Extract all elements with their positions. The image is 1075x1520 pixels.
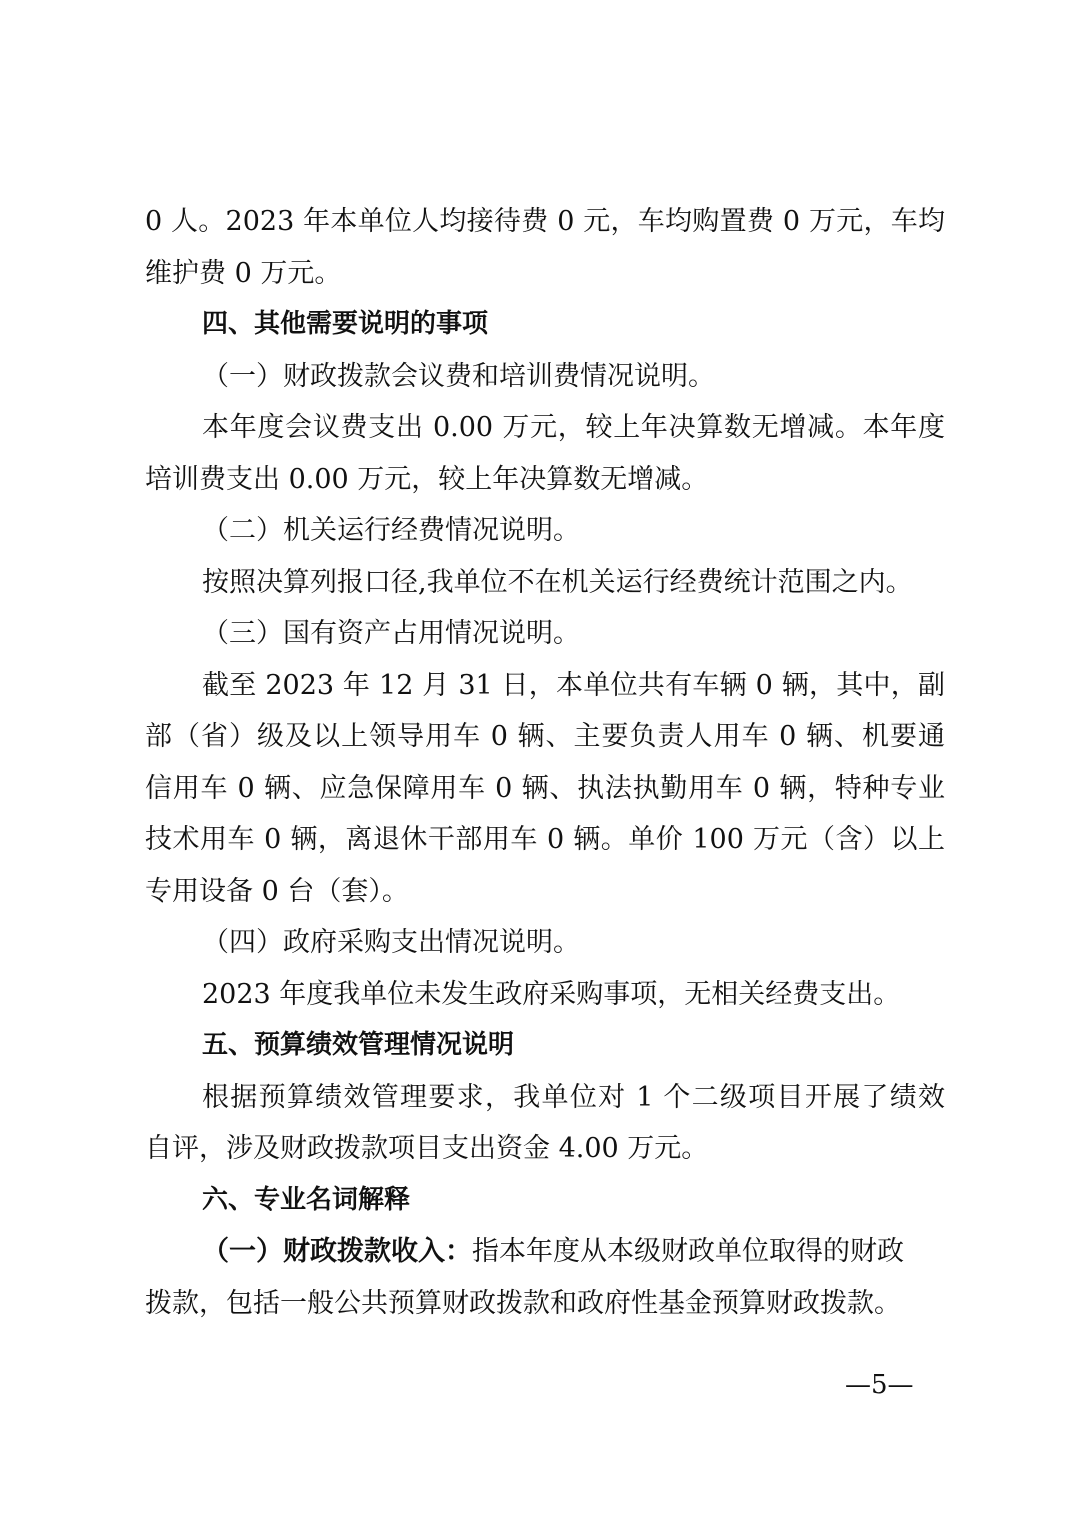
paragraph-line: 根据预算绩效管理要求，我单位对 1 个二级项目开展了绩效 (202, 1081, 945, 1113)
section-heading-5: 五、预算绩效管理情况说明 (202, 1030, 515, 1060)
paragraph-line: 本年度会议费支出 0.00 万元，较上年决算数无增减。本年度 (202, 412, 945, 443)
paragraph-line: 0 人。2023 年本单位人均接待费 0 元，车均购置费 0 万元，车均 (145, 206, 945, 237)
definition-text: 指本年度从本级财政单位取得的财政 (472, 1236, 904, 1267)
paragraph-line: 按照决算列报口径,我单位不在机关运行经费统计范围之内。 (202, 566, 913, 598)
paragraph-line: 专用设备 0 台（套）。 (145, 875, 409, 907)
paragraph-line: 维护费 0 万元。 (145, 257, 342, 289)
subsection-heading: （二）机关运行经费情况说明。 (202, 515, 580, 546)
subsection-heading: （四）政府采购支出情况说明。 (202, 927, 580, 958)
subsection-heading: （三）国有资产占用情况说明。 (202, 618, 580, 649)
paragraph-line: 自评，涉及财政拨款项目支出资金 4.00 万元。 (145, 1133, 709, 1164)
page-number: —5— (845, 1370, 914, 1400)
definition-term: （一）财政拨款收入： (202, 1236, 472, 1267)
definition-line (145, 1226, 945, 1278)
paragraph-line: 截至 2023 年 12 月 31 日，本单位共有车辆 0 辆，其中，副 (202, 669, 945, 701)
section-heading-4: 四、其他需要说明的事项 (202, 309, 489, 339)
paragraph-line: 部（省）级及以上领导用车 0 辆、主要负责人用车 0 辆、机要通 (145, 721, 945, 752)
subsection-heading: （一）财政拨款会议费和培训费情况说明。 (202, 360, 715, 392)
paragraph-line: 拨款，包括一般公共预算财政拨款和政府性基金预算财政拨款。 (145, 1287, 901, 1319)
paragraph-line: 培训费支出 0.00 万元，较上年决算数无增减。 (145, 463, 709, 495)
paragraph-line: 信用车 0 辆、应急保障用车 0 辆、执法执勤用车 0 辆，特种专业 (145, 772, 945, 804)
section-heading-6: 六、专业名词解释 (202, 1184, 411, 1215)
document-body (145, 196, 945, 1329)
paragraph-line: 2023 年度我单位未发生政府采购事项，无相关经费支出。 (202, 978, 901, 1010)
paragraph-line: 技术用车 0 辆，离退休干部用车 0 辆。单价 100 万元（含）以上 (145, 824, 945, 855)
